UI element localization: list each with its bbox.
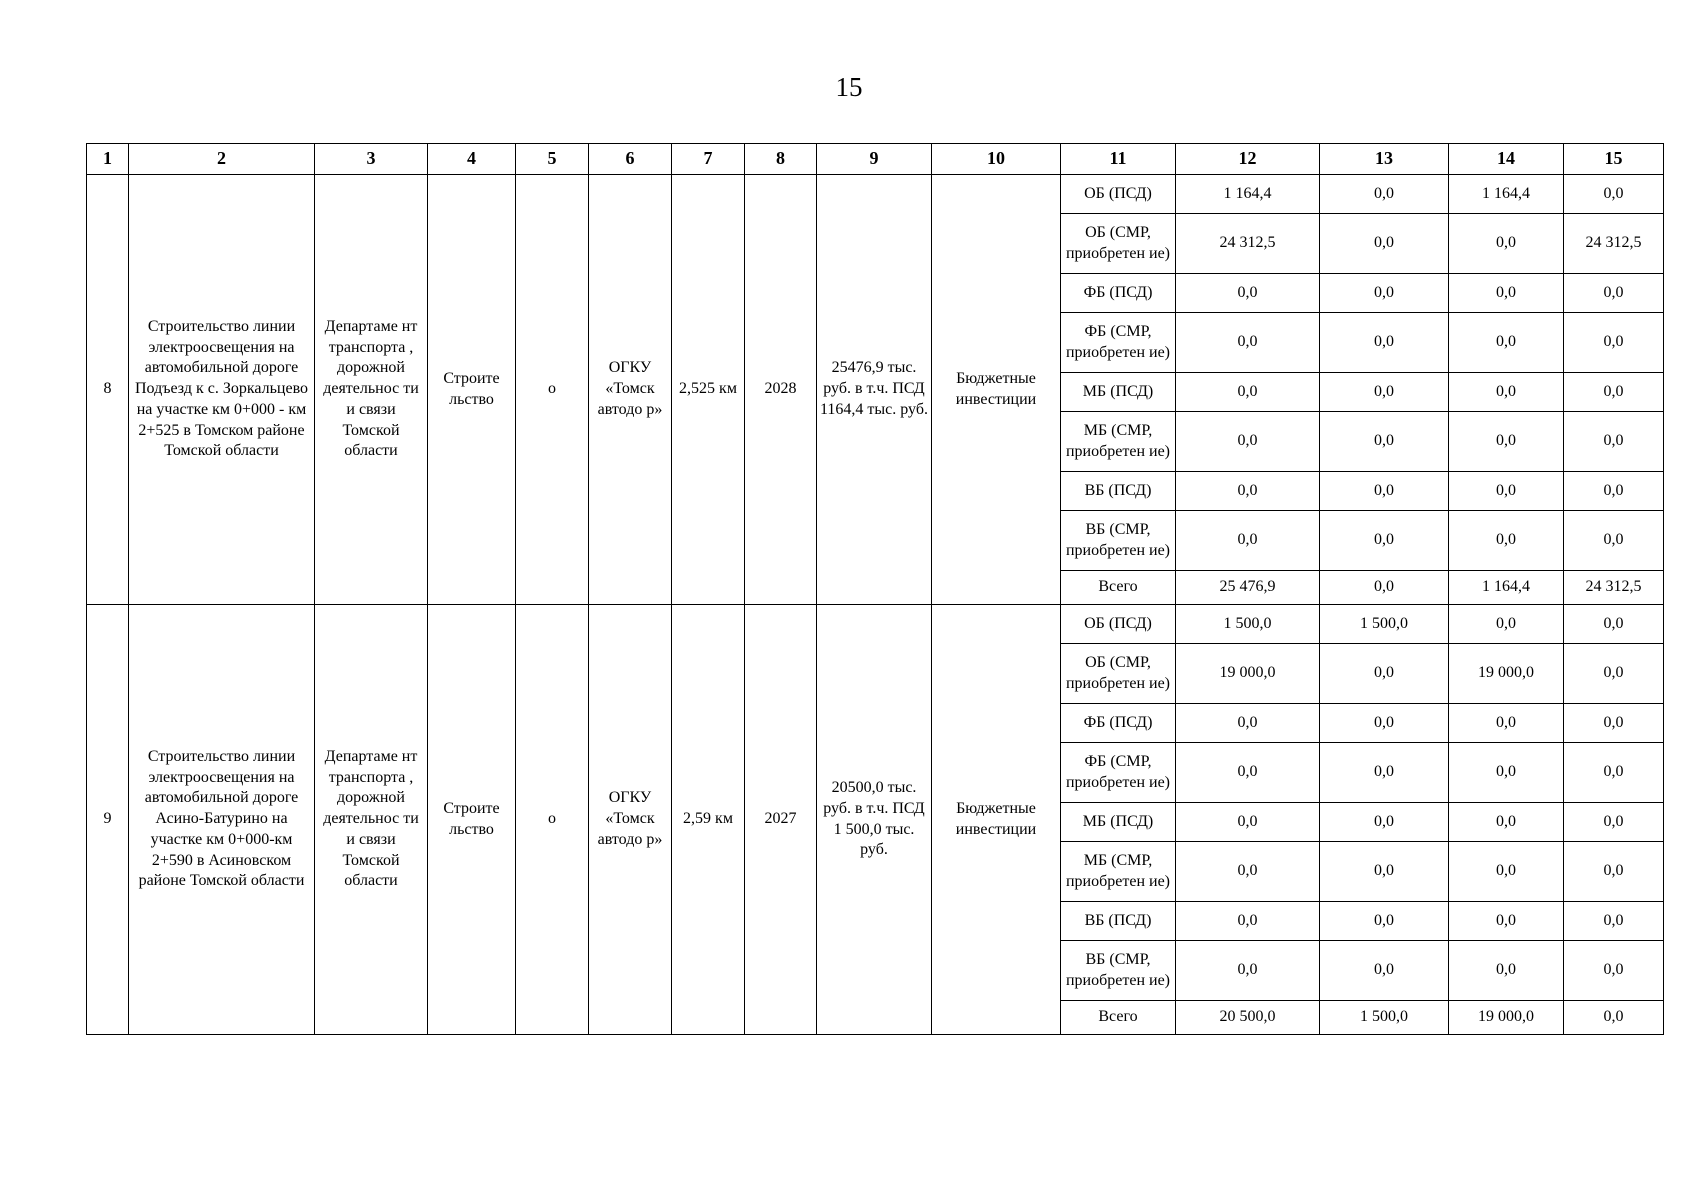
col-header: 10 (932, 144, 1061, 175)
value-cell: 0,0 (1320, 313, 1449, 373)
value-cell: 0,0 (1564, 175, 1664, 214)
value-cell: 0,0 (1176, 373, 1320, 412)
value-cell: 0,0 (1449, 214, 1564, 274)
source-label: Всего (1061, 571, 1176, 605)
capacity: 2,59 км (672, 605, 745, 1035)
value-cell: 0,0 (1176, 803, 1320, 842)
source-label: ОБ (ПСД) (1061, 605, 1176, 644)
value-cell: 0,0 (1449, 902, 1564, 941)
source-label: ФБ (СМР, приобретен ие) (1061, 313, 1176, 373)
row-number: 8 (87, 175, 129, 605)
value-cell: 1 500,0 (1320, 1001, 1449, 1035)
source-label: МБ (СМР, приобретен ие) (1061, 412, 1176, 472)
value-cell: 0,0 (1564, 1001, 1664, 1035)
value-cell: 1 164,4 (1449, 571, 1564, 605)
header-row (87, 144, 1664, 175)
value-cell: 0,0 (1320, 704, 1449, 743)
value-cell: 24 312,5 (1564, 214, 1664, 274)
page-number: 15 (835, 72, 863, 102)
source-label: ВБ (СМР, приобретен ие) (1061, 511, 1176, 571)
estimated-cost: 25476,9 тыс. руб. в т.ч. ПСД 1164,4 тыс. руб. (817, 175, 932, 605)
value-cell: 0,0 (1564, 704, 1664, 743)
value-cell: 0,0 (1449, 373, 1564, 412)
source-label: ОБ (СМР, приобретен ие) (1061, 644, 1176, 704)
value-cell: 25 476,9 (1176, 571, 1320, 605)
value-cell: 0,0 (1320, 175, 1449, 214)
value-cell: 0,0 (1564, 941, 1664, 1001)
col-header: 6 (589, 144, 672, 175)
value-cell: 0,0 (1176, 842, 1320, 902)
customer: ОГКУ «Томск автодо р» (589, 605, 672, 1035)
source-label: ВБ (СМР, приобретен ие) (1061, 941, 1176, 1001)
col-header: 13 (1320, 144, 1449, 175)
object-name: Строительство линии электроосвещения на автомобильной дороге Подъезд к с. Зоркальцево на участке км 0+000 - км 2+525 в Томском районе Томской области (129, 175, 315, 605)
value-cell: 0,0 (1564, 274, 1664, 313)
value-cell: 0,0 (1564, 644, 1664, 704)
col-header: 15 (1564, 144, 1664, 175)
value-cell: 0,0 (1320, 214, 1449, 274)
value-cell: 0,0 (1449, 412, 1564, 472)
investment-form: Бюджетные инвестиции (932, 175, 1061, 605)
program-table (86, 143, 1664, 1035)
value-cell: 1 500,0 (1176, 605, 1320, 644)
source-label: ФБ (ПСД) (1061, 274, 1176, 313)
value-cell: 0,0 (1449, 743, 1564, 803)
value-cell: 0,0 (1564, 902, 1664, 941)
value-cell: 0,0 (1320, 412, 1449, 472)
value-cell: 1 164,4 (1176, 175, 1320, 214)
value-cell: 1 164,4 (1449, 175, 1564, 214)
value-cell: 24 312,5 (1564, 571, 1664, 605)
table-row (87, 605, 1664, 644)
year: 2027 (745, 605, 817, 1035)
value-cell: 0,0 (1449, 511, 1564, 571)
source-label: ФБ (СМР, приобретен ие) (1061, 743, 1176, 803)
value-cell: 0,0 (1564, 605, 1664, 644)
source-label: ВБ (ПСД) (1061, 902, 1176, 941)
value-cell: 0,0 (1176, 313, 1320, 373)
value-cell: 0,0 (1564, 511, 1664, 571)
value-cell: 0,0 (1564, 803, 1664, 842)
source-label: ВБ (ПСД) (1061, 472, 1176, 511)
value-cell: 0,0 (1449, 704, 1564, 743)
value-cell: 19 000,0 (1449, 644, 1564, 704)
estimated-cost: 20500,0 тыс. руб. в т.ч. ПСД 1 500,0 тыс. руб. (817, 605, 932, 1035)
customer: ОГКУ «Томск автодо р» (589, 175, 672, 605)
value-cell: 0,0 (1564, 412, 1664, 472)
row-number: 9 (87, 605, 129, 1035)
value-cell: 0,0 (1449, 313, 1564, 373)
value-cell: 0,0 (1320, 274, 1449, 313)
col-header: 1 (87, 144, 129, 175)
value-cell: 0,0 (1176, 902, 1320, 941)
value-cell: 0,0 (1176, 511, 1320, 571)
col-header: 3 (315, 144, 428, 175)
col-header: 7 (672, 144, 745, 175)
responsible: Департаме нт транспорта , дорожной деятельнос ти и связи Томской области (315, 175, 428, 605)
object-name: Строительство линии электроосвещения на автомобильной дороге Асино-Батурино на участке км 0+000-км 2+590 в Асиновском районе Томской области (129, 605, 315, 1035)
value-cell: 0,0 (1449, 274, 1564, 313)
value-cell: 0,0 (1176, 472, 1320, 511)
value-cell: 19 000,0 (1449, 1001, 1564, 1035)
capacity: 2,525 км (672, 175, 745, 605)
value-cell: 0,0 (1320, 373, 1449, 412)
value-cell: 1 500,0 (1320, 605, 1449, 644)
value-cell: 0,0 (1320, 803, 1449, 842)
col-header: 9 (817, 144, 932, 175)
col5-value: о (516, 605, 589, 1035)
source-label: МБ (СМР, приобретен ие) (1061, 842, 1176, 902)
value-cell: 0,0 (1564, 373, 1664, 412)
value-cell: 0,0 (1176, 412, 1320, 472)
value-cell: 0,0 (1564, 313, 1664, 373)
value-cell: 0,0 (1449, 605, 1564, 644)
value-cell: 0,0 (1564, 842, 1664, 902)
value-cell: 0,0 (1176, 704, 1320, 743)
col-header: 11 (1061, 144, 1176, 175)
source-label: ОБ (ПСД) (1061, 175, 1176, 214)
value-cell: 0,0 (1176, 743, 1320, 803)
col-header: 12 (1176, 144, 1320, 175)
table-row (87, 175, 1664, 214)
source-label: ОБ (СМР, приобретен ие) (1061, 214, 1176, 274)
value-cell: 0,0 (1320, 902, 1449, 941)
source-label: Всего (1061, 1001, 1176, 1035)
value-cell: 0,0 (1564, 743, 1664, 803)
value-cell: 0,0 (1449, 941, 1564, 1001)
responsible: Департаме нт транспорта , дорожной деятельнос ти и связи Томской области (315, 605, 428, 1035)
value-cell: 19 000,0 (1176, 644, 1320, 704)
col-header: 4 (428, 144, 516, 175)
value-cell: 0,0 (1176, 941, 1320, 1001)
col-header: 5 (516, 144, 589, 175)
work-type: Строите льство (428, 175, 516, 605)
work-type: Строите льство (428, 605, 516, 1035)
value-cell: 0,0 (1449, 842, 1564, 902)
value-cell: 24 312,5 (1176, 214, 1320, 274)
col-header: 8 (745, 144, 817, 175)
value-cell: 0,0 (1320, 743, 1449, 803)
value-cell: 0,0 (1449, 803, 1564, 842)
col-header: 2 (129, 144, 315, 175)
investment-form: Бюджетные инвестиции (932, 605, 1061, 1035)
source-label: МБ (ПСД) (1061, 373, 1176, 412)
source-label: ФБ (ПСД) (1061, 704, 1176, 743)
value-cell: 0,0 (1320, 472, 1449, 511)
value-cell: 0,0 (1176, 274, 1320, 313)
value-cell: 0,0 (1320, 941, 1449, 1001)
value-cell: 0,0 (1564, 472, 1664, 511)
year: 2028 (745, 175, 817, 605)
value-cell: 0,0 (1320, 644, 1449, 704)
source-label: МБ (ПСД) (1061, 803, 1176, 842)
value-cell: 0,0 (1320, 842, 1449, 902)
col-header: 14 (1449, 144, 1564, 175)
value-cell: 20 500,0 (1176, 1001, 1320, 1035)
col5-value: о (516, 175, 589, 605)
value-cell: 0,0 (1320, 511, 1449, 571)
value-cell: 0,0 (1320, 571, 1449, 605)
value-cell: 0,0 (1449, 472, 1564, 511)
